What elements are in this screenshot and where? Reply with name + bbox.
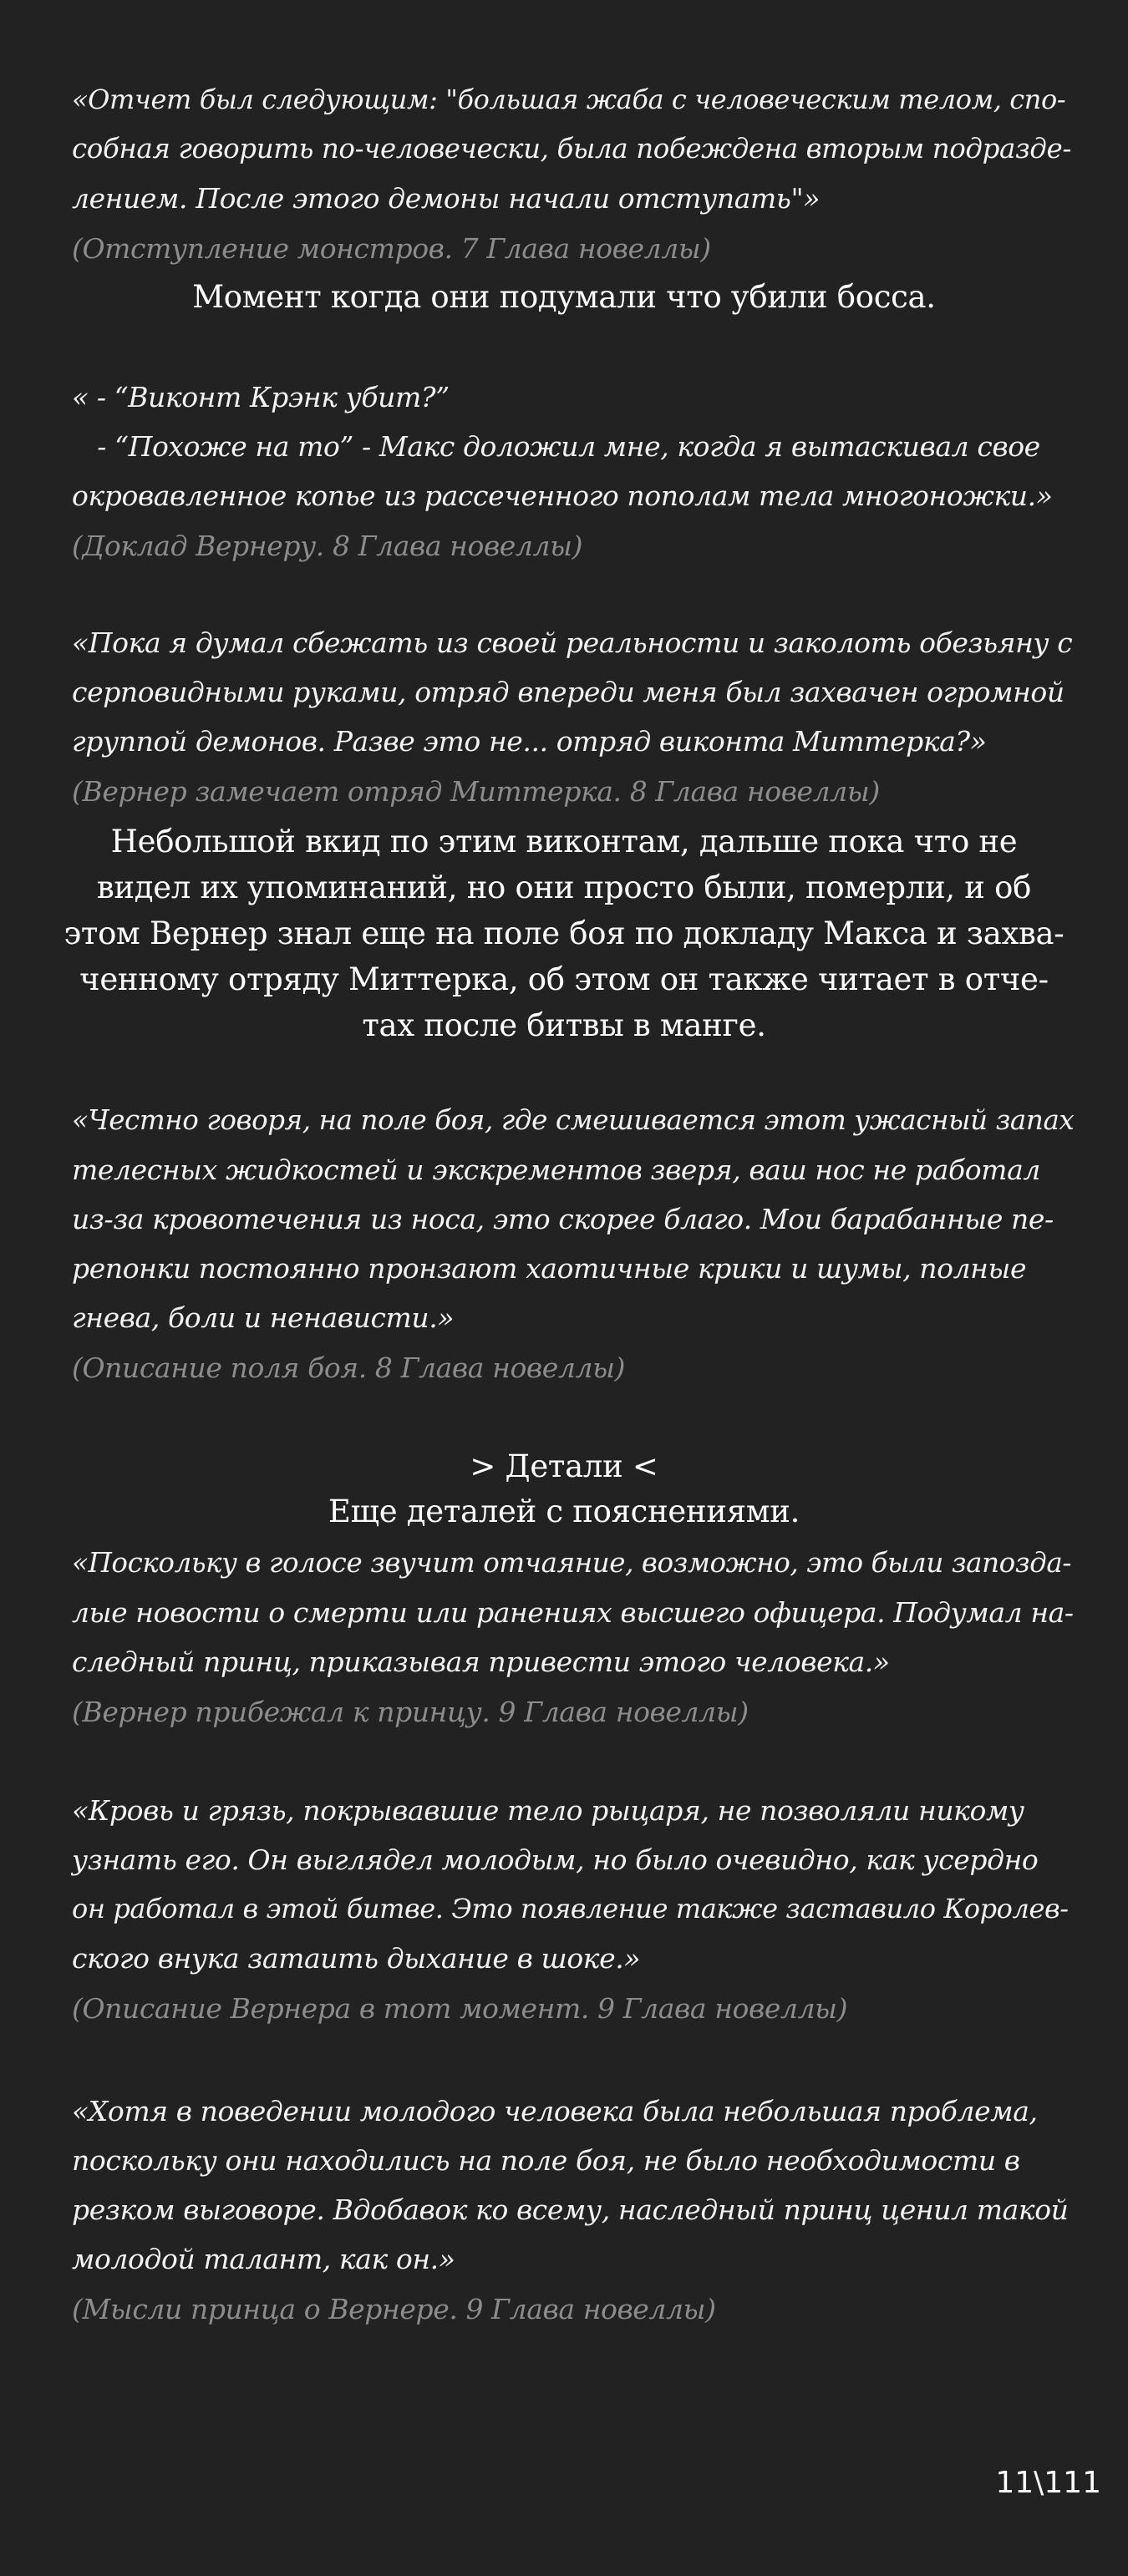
quote-line: он работал в этой битве. Это появление также заставило Королев- [72, 1893, 1069, 1924]
comment-line: Еще деталей с пояснениями. [328, 1493, 800, 1529]
source-caption: (Описание поля боя. 8 Глава новеллы) [72, 1351, 626, 1384]
quote-line: «Хотя в поведении молодого человека была небольшая проблема, [72, 2095, 1038, 2127]
quote-line: телесных жидкостей и экскрементов зверя, ваш нос не работал [72, 1154, 1040, 1186]
quote-line: узнать его. Он выглядел молодым, но было очевидно, как усердно [72, 1843, 1039, 1876]
quote-line: поскольку они находились на поле боя, не было необходимости в [72, 2144, 1020, 2177]
quote-line: репонки постоянно пронзают хаотичные крики и шумы, полные [72, 1252, 1027, 1285]
quote-line: серповидными руками, отряд впереди меня был захвачен огромной [72, 676, 1064, 708]
comment-line: Небольшой вкид по этим виконтам, дальше пока что не [110, 824, 1018, 860]
page-number: 11\111 [995, 2466, 1101, 2500]
source-caption: (Доклад Вернеру. 8 Глава новеллы) [72, 530, 583, 562]
quote-line: резком выговоре. Вдобавок ко всему, наследный принц ценил такой [72, 2193, 1069, 2226]
section-heading: > Детали < [470, 1448, 658, 1484]
quote-line: следный принц, приказывая привести этого человека.» [72, 1645, 890, 1678]
quote-line: лением. После этого демоны начали отступать"» [72, 182, 821, 215]
quote-line: лые новости о смерти или ранениях высшего офицера. Подумал на- [72, 1596, 1074, 1629]
quote-line: « - “Виконт Крэнк убит?” [72, 381, 450, 413]
source-caption: (Описание Вернера в тот момент. 9 Глава новеллы) [72, 1992, 848, 2025]
quote-line: молодой талант, как он.» [72, 2243, 455, 2275]
quote-line: - “Похоже на то” - Макс доложил мне, когда я вытаскивал свое [72, 430, 1040, 463]
comment-line: этом Вернер знал еще на поле боя по докладу Макса и захва- [64, 915, 1064, 951]
quote-line: ского внука затаить дыхание в шоке.» [72, 1942, 641, 1975]
source-caption: (Отступление монстров. 7 Глава новеллы) [72, 232, 711, 265]
source-caption: (Мысли принца о Вернере. 9 Глава новеллы) [72, 2293, 716, 2325]
source-caption: (Вернер прибежал к принцу. 9 Глава новеллы) [72, 1696, 749, 1728]
quote-line: «Кровь и грязь, покрывавшие тело рыцаря, не позволяли никому [72, 1794, 1024, 1827]
comment-line: Момент когда они подумали что убили босса. [192, 279, 936, 315]
quote-line: группой демонов. Разве это не... отряд виконта Миттерка?» [72, 725, 987, 758]
comment-line: ченному отряду Миттерка, об этом он также читает в отче- [79, 961, 1049, 997]
quote-line: «Честно говоря, на поле боя, где смешивается этот ужасный запах [72, 1104, 1075, 1136]
quote-line: «Пока я думал сбежать из своей реальности и заколоть обезьяну с [72, 626, 1073, 659]
quote-line: «Поскольку в голосе звучит отчаяние, возможно, это были запозда- [72, 1547, 1071, 1579]
comment-line: тах после битвы в манге. [362, 1007, 766, 1043]
quote-line: из-за кровотечения из носа, это скорее благо. Мои барабанные пе- [72, 1203, 1054, 1235]
quote-line: гнева, боли и ненависти.» [72, 1301, 455, 1334]
quote-line: собная говорить по-человечески, была побеждена вторым подразде- [72, 133, 1071, 165]
quote-line: «Отчет был следующим: "большая жаба с человеческим телом, спо- [72, 84, 1066, 115]
source-caption: (Вернер замечает отряд Миттерка. 8 Глава новеллы) [72, 775, 880, 808]
quote-line: окровавленное копье из рассеченного пополам тела многоножки.» [72, 479, 1053, 512]
comment-line: видел их упоминаний, но они просто были, померли, и об [96, 870, 1032, 905]
